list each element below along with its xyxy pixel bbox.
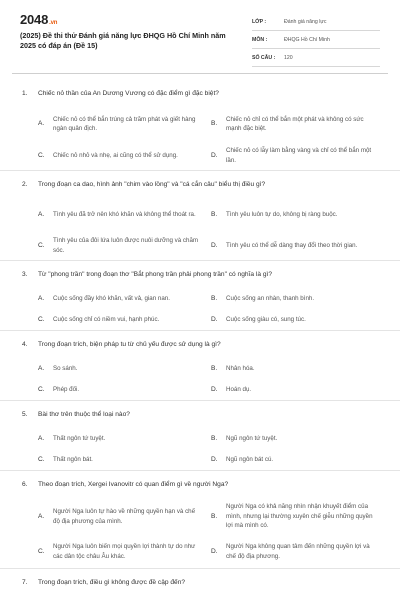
answer-option[interactable] xyxy=(38,107,211,141)
option-text: Người Nga luôn biến mọi quyền lợi thành tự do như các dân tộc châu Âu khác. xyxy=(53,543,196,560)
meta-label: MÔN : xyxy=(252,36,268,43)
answer-option[interactable] xyxy=(211,198,384,231)
option-text: Chiếc nỏ nhỏ và nhẹ, ai cũng có thể sử dụng. xyxy=(53,151,178,159)
option-letter: C. xyxy=(38,241,45,249)
logo-number: 2048 xyxy=(20,12,49,27)
answer-options xyxy=(0,288,400,330)
question-number: 2. xyxy=(22,181,28,188)
option-letter: B. xyxy=(211,210,218,218)
answer-option[interactable] xyxy=(211,450,384,470)
answer-option[interactable] xyxy=(38,428,211,450)
option-text: Cuộc sống đầy khó khăn, vất vả, gian nan. xyxy=(53,295,170,303)
meta-value: Đánh giá năng lực xyxy=(284,18,327,25)
option-letter: B. xyxy=(211,365,218,373)
answer-option[interactable] xyxy=(38,310,211,330)
option-text: Phép đối. xyxy=(53,386,80,394)
option-letter: A. xyxy=(38,365,45,373)
option-text: Cuộc sống chỉ có niềm vui, hạnh phúc. xyxy=(53,316,160,324)
question-text: Theo đoạn trích, Xergei Ivanovitr có quan điểm gì về người Nga? xyxy=(38,481,229,488)
option-text: Ngũ ngôn bát cú. xyxy=(226,456,274,464)
option-letter: B. xyxy=(211,295,218,303)
question-number: 1. xyxy=(22,90,28,97)
question-stem xyxy=(0,80,400,107)
answer-option[interactable] xyxy=(38,141,211,170)
header xyxy=(0,0,400,66)
question xyxy=(0,80,400,171)
question-text: Chiếc nỏ thần của An Dương Vương có đặc điểm gì đặc biệt? xyxy=(38,90,219,97)
answer-option[interactable] xyxy=(38,198,211,231)
question-stem xyxy=(0,331,400,358)
question-stem xyxy=(0,471,400,498)
answer-option[interactable] xyxy=(211,310,384,330)
page-title: (2025) Đề thi thử Đánh giá năng lực ĐHQG Hồ Chí Minh năm 2025 có đáp án (Đề 15) xyxy=(20,31,226,50)
question-stem xyxy=(0,569,400,596)
question-stem xyxy=(0,261,400,288)
question-number: 6. xyxy=(22,481,28,488)
exam-meta xyxy=(252,13,380,67)
option-letter: A. xyxy=(38,512,45,520)
answer-option[interactable] xyxy=(211,288,384,310)
option-text: Tình yêu có thể dễ dàng thay đổi theo thời gian. xyxy=(226,241,358,249)
question-list xyxy=(0,80,400,596)
answer-options xyxy=(0,198,400,260)
meta-row-class xyxy=(252,13,380,31)
option-text: Tình yêu luôn tự do, không bị ràng buộc. xyxy=(226,210,338,218)
option-text: Cuộc sống giàu có, sung túc. xyxy=(226,316,306,324)
question-stem xyxy=(0,171,400,198)
option-letter: D. xyxy=(211,386,218,394)
question-text: Từ "phong trần" trong đoạn thơ "Bắt phong trần phải phong trần" có nghĩa là gì? xyxy=(38,271,273,278)
option-text: Cuộc sống an nhàn, thanh bình. xyxy=(226,295,315,303)
option-text: So sánh. xyxy=(53,365,78,373)
option-text: Người Nga không quan tâm đến những quyền lợi và chế độ địa phương. xyxy=(226,543,370,560)
question-text: Trong đoạn trích, biện pháp tu từ chủ yếu được sử dụng là gì? xyxy=(38,341,221,348)
meta-label: LỚP : xyxy=(252,18,267,25)
option-letter: D. xyxy=(211,316,218,324)
answer-option[interactable] xyxy=(38,358,211,380)
question-text: Trong đoạn trích, điều gì không được đề cập đến? xyxy=(38,579,186,586)
option-text: Thất ngôn bát. xyxy=(53,456,93,464)
answer-option[interactable] xyxy=(211,107,384,141)
option-letter: C. xyxy=(38,456,45,464)
answer-option[interactable] xyxy=(211,380,384,400)
option-letter: A. xyxy=(38,120,45,128)
option-letter: A. xyxy=(38,435,45,443)
question-number: 7. xyxy=(22,579,28,586)
question xyxy=(0,569,400,596)
meta-row-subject xyxy=(252,31,380,49)
option-letter: B. xyxy=(211,512,218,520)
question-number: 3. xyxy=(22,271,28,278)
answer-option[interactable] xyxy=(38,450,211,470)
question-number: 5. xyxy=(22,411,28,418)
question-number: 4. xyxy=(22,341,28,348)
question-stem xyxy=(0,401,400,428)
answer-option[interactable] xyxy=(38,498,211,535)
answer-option[interactable] xyxy=(211,498,384,535)
header-divider xyxy=(12,73,388,74)
answer-option[interactable] xyxy=(211,428,384,450)
site-logo[interactable] xyxy=(20,12,57,27)
option-text: Chiếc nỏ có thể bắn trúng cả trăm phát và giết hàng ngàn quân địch. xyxy=(53,115,196,132)
question xyxy=(0,261,400,331)
option-text: Tình yêu đã trở nên khó khăn và không thể thoát ra. xyxy=(53,210,196,218)
option-text: Nhân hóa. xyxy=(226,365,255,373)
option-text: Chiếc nỏ chỉ có thể bắn một phát và không có sức mạnh đặc biệt. xyxy=(226,115,364,132)
option-text: Ngũ ngôn tứ tuyệt. xyxy=(226,435,278,443)
answer-option[interactable] xyxy=(211,231,384,260)
meta-value: ĐHQG Hồ Chí Minh xyxy=(284,36,330,43)
meta-row-count xyxy=(252,49,380,67)
answer-option[interactable] xyxy=(38,380,211,400)
logo-domain: .vn xyxy=(49,20,58,26)
answer-options xyxy=(0,358,400,400)
answer-option[interactable] xyxy=(211,358,384,380)
option-letter: D. xyxy=(211,456,218,464)
answer-options xyxy=(0,107,400,170)
answer-option[interactable] xyxy=(211,535,384,568)
option-letter: D. xyxy=(211,151,218,159)
answer-options xyxy=(0,498,400,568)
meta-label: SỐ CÂU : xyxy=(252,54,276,61)
answer-options xyxy=(0,428,400,470)
question-text: Bài thơ trên thuộc thể loại nào? xyxy=(38,411,130,418)
option-text: Chiếc nỏ có lẫy làm bằng vàng và chỉ có thể bắn một lần. xyxy=(226,147,372,164)
question xyxy=(0,171,400,261)
option-letter: B. xyxy=(211,435,218,443)
question xyxy=(0,401,400,471)
option-letter: C. xyxy=(38,386,45,394)
option-letter: B. xyxy=(211,120,218,128)
option-letter: C. xyxy=(38,316,45,324)
option-text: Tình yêu của đôi lứa luôn được nuôi dưỡng và chăm sóc. xyxy=(53,237,199,254)
option-letter: A. xyxy=(38,210,45,218)
answer-option[interactable] xyxy=(38,288,211,310)
option-letter: D. xyxy=(211,241,218,249)
meta-value: 120 xyxy=(284,54,293,61)
question-text: Trong đoạn ca dao, hình ảnh "chim vào lồng" và "cá cắn câu" biểu thị điều gì? xyxy=(38,181,266,188)
option-text: Người Nga có khả năng nhìn nhận khuyết điểm của mình, nhưng lại thường xuyên chế giễu những quyền lợi mà mình có. xyxy=(226,503,373,530)
option-text: Người Nga luôn tự hào về những quyền hạn và chế độ địa phương của mình. xyxy=(53,508,196,525)
option-letter: C. xyxy=(38,151,45,159)
option-text: Hoán dụ. xyxy=(226,386,252,394)
question xyxy=(0,331,400,401)
answer-option[interactable] xyxy=(211,141,384,170)
answer-option[interactable] xyxy=(38,231,211,260)
option-letter: C. xyxy=(38,547,45,555)
option-letter: D. xyxy=(211,547,218,555)
question xyxy=(0,471,400,569)
option-text: Thất ngôn tứ tuyệt. xyxy=(53,435,106,443)
answer-option[interactable] xyxy=(38,535,211,568)
option-letter: A. xyxy=(38,295,45,303)
